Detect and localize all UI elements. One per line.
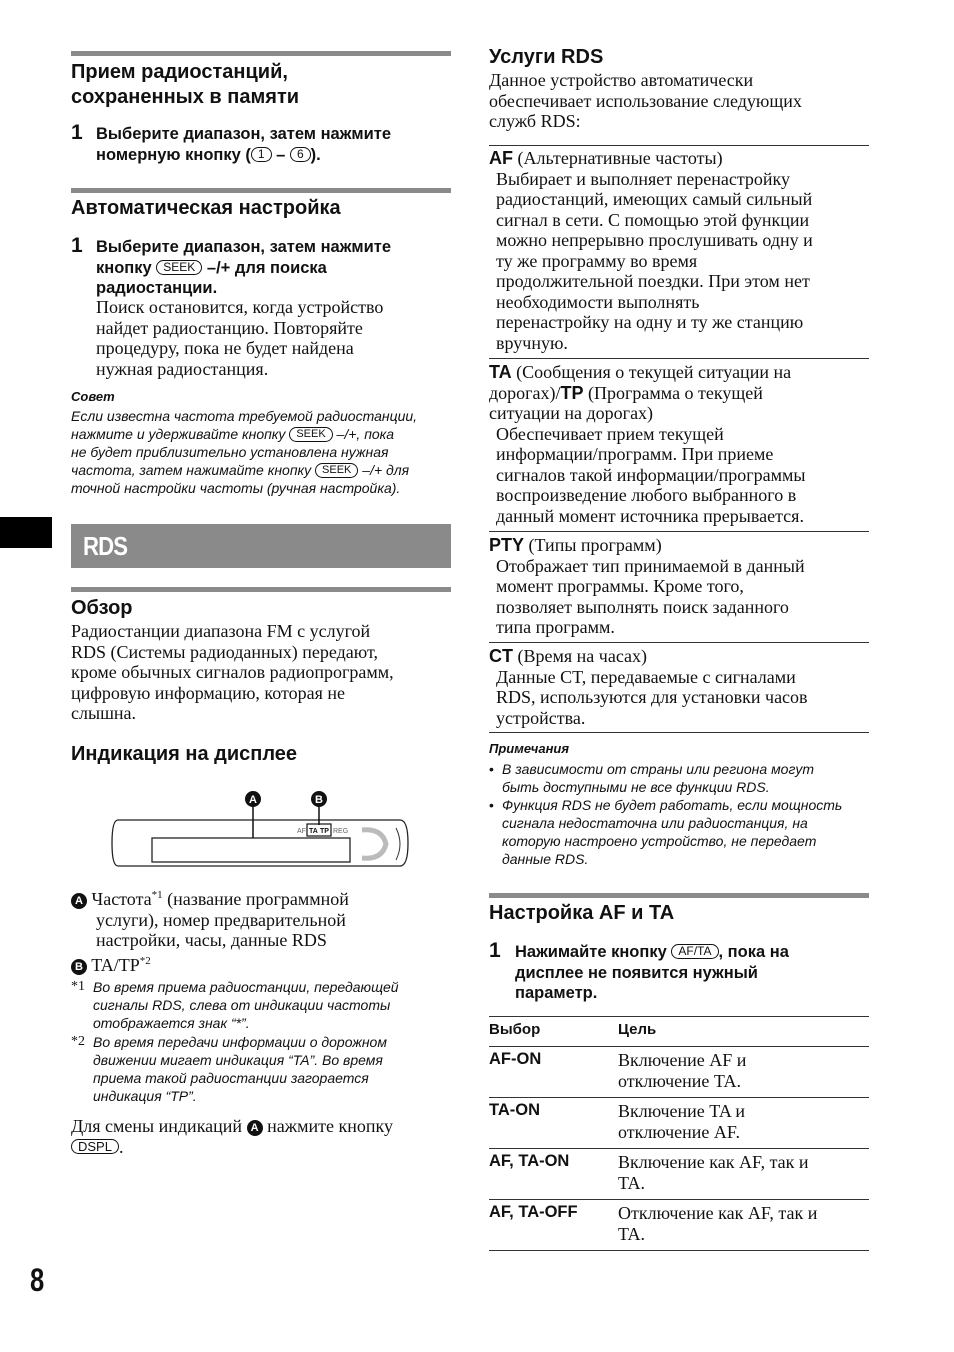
key-1: 1 <box>251 147 272 162</box>
step-number: 1 <box>71 234 83 257</box>
table-col-purpose: Цель <box>618 1021 657 1038</box>
page-tab-marker <box>0 517 52 548</box>
section-rule <box>71 587 451 592</box>
tip-heading: Совет <box>71 389 115 404</box>
key-dspl: DSPL <box>71 1139 119 1154</box>
key-6: 6 <box>290 147 311 162</box>
table-rule <box>489 1097 869 1098</box>
section-title-overview: Обзор <box>71 597 133 619</box>
indicator-tp: TP <box>320 828 329 835</box>
item-af: AF (Альтернативные частоты) Выбирает и выполняет перенастройку радиостанций, имеющих самый сильный сигнал в сети. С помощью этой функции можно непрерывно прослушивать одну и ту же программу во время продолжительной поездки. При этом нет необходимости выполнять перенастройку на одну и ту же станцию вручную. <box>489 148 813 353</box>
item-pty: PTY (Типы программ) Отображает тип принимаемой в данный момент программы. Кроме того, позволяет выполнять поиск заданного типа программ. <box>489 535 805 637</box>
legend-a-icon: A <box>247 1120 263 1136</box>
callout-b: B <box>315 794 323 806</box>
overview-body: Радиостанции диапазона FM с услугой RDS (Системы радиоданных) передают, кроме обычных сигналов радиопрограмм, цифровую информацию, которая не слышна. <box>71 621 394 723</box>
divider <box>489 642 869 643</box>
indicator-af: AF <box>297 828 306 835</box>
section-rule <box>71 51 451 56</box>
legend: A Частота$^{*1}$ (название программной услуги), номер предварительной настройки, часы, данные RDS B TA/TP$^{*2}$ <box>71 885 456 975</box>
step-auto: Выберите диапазон, затем нажмите кнопку SEEK –/+ для поиска радиостанции. <box>96 238 392 297</box>
rds-banner <box>71 524 451 568</box>
footnote-2: *2 Во время передачи информации о дорожном движении мигает индикация “TA”. Во время приема такой радиостанции загорается индикация “TP”. <box>71 1034 387 1104</box>
notes-heading: Примечания <box>489 741 570 756</box>
indicator-ta: TA <box>309 828 318 835</box>
table-rule <box>489 1199 869 1200</box>
item-ta-tp: TA (Сообщения о текущей ситуации на дорогах)/TP (Программа о текущей ситуации на дорогах) Обеспечивает прием текущей информации/программ. При приеме сигналов такой информации/программы воспроизведение любого выбранного в данный момент источника прерывается. <box>489 362 806 526</box>
notes-list: • В зависимости от страны или региона могут быть доступными не все функции RDS. • Функция RDS не будет работать, если мощность сигнала недостаточна или радиостанция, на которую настроено устройство, не передает данные RDS. <box>489 761 843 867</box>
display-diagram <box>110 788 410 868</box>
table-rule <box>489 1046 869 1047</box>
key-seek: SEEK <box>156 260 202 275</box>
table-top-rule <box>489 1016 869 1017</box>
rds-banner-title: RDS <box>83 531 128 561</box>
auto-body: Поиск остановится, когда устройство найдет радиостанцию. Повторяйте процедуру, пока не будет найдена нужная радиостанция. <box>96 297 384 379</box>
key-af-ta: AF/TA <box>671 944 718 959</box>
step-number: 1 <box>489 939 501 962</box>
tip-text: Если известна частота требуемой радиостанции, нажмите и удерживайте кнопку SEEK –/+, пока не будет приблизительно установлена нужная частота, затем нажимайте кнопку SEEK –/+ для точной настройки частоты (ручная настройка). <box>71 408 418 496</box>
section-title-af-ta: Настройка AF и TA <box>489 902 675 924</box>
subsection-title-display: Индикация на дисплее <box>71 743 298 765</box>
section-rule <box>71 188 451 193</box>
divider <box>489 732 869 733</box>
section-title-auto: Автоматическая настройка <box>71 197 341 219</box>
section-title-memory: Прием радиостанций, сохраненных в памяти <box>71 61 300 108</box>
key-seek: SEEK <box>315 463 358 478</box>
item-ct: CT (Время на часах) Данные CT, передаваемые с сигналами RDS, используются для установки часов устройства. <box>489 646 808 728</box>
services-body: Данное устройство автоматически обеспечивает использование следующих служб RDS: <box>489 70 802 131</box>
key-seek: SEEK <box>289 427 332 442</box>
step-memory: Выберите диапазон, затем нажмите номерную кнопку ( 1 – 6 ). <box>96 125 392 164</box>
change-indication-text: Для смены индикаций A нажмите кнопку DSPL . <box>71 1116 394 1157</box>
step-number: 1 <box>71 121 83 144</box>
indicator-reg: REG <box>333 828 349 835</box>
divider <box>489 145 869 146</box>
footnote-1: *1 Во время приема радиостанции, передающей сигналы RDS, слева от индикации частоты отображается знак “*”. <box>71 979 399 1031</box>
table-col-select: Выбор <box>489 1021 541 1038</box>
divider <box>489 531 869 532</box>
section-title-services: Услуги RDS <box>489 46 604 68</box>
legend-a-icon: A <box>71 893 87 909</box>
page-number: 8 <box>30 1262 45 1298</box>
table-rule <box>489 1148 869 1149</box>
callout-a: A <box>249 794 257 806</box>
step-af-ta: Нажимайте кнопку AF/TA , пока на дисплее не появится нужный параметр. <box>515 943 789 1002</box>
table-bottom-rule <box>489 1250 869 1251</box>
divider <box>489 358 869 359</box>
legend-b-icon: B <box>71 959 87 975</box>
section-rule <box>489 893 869 898</box>
